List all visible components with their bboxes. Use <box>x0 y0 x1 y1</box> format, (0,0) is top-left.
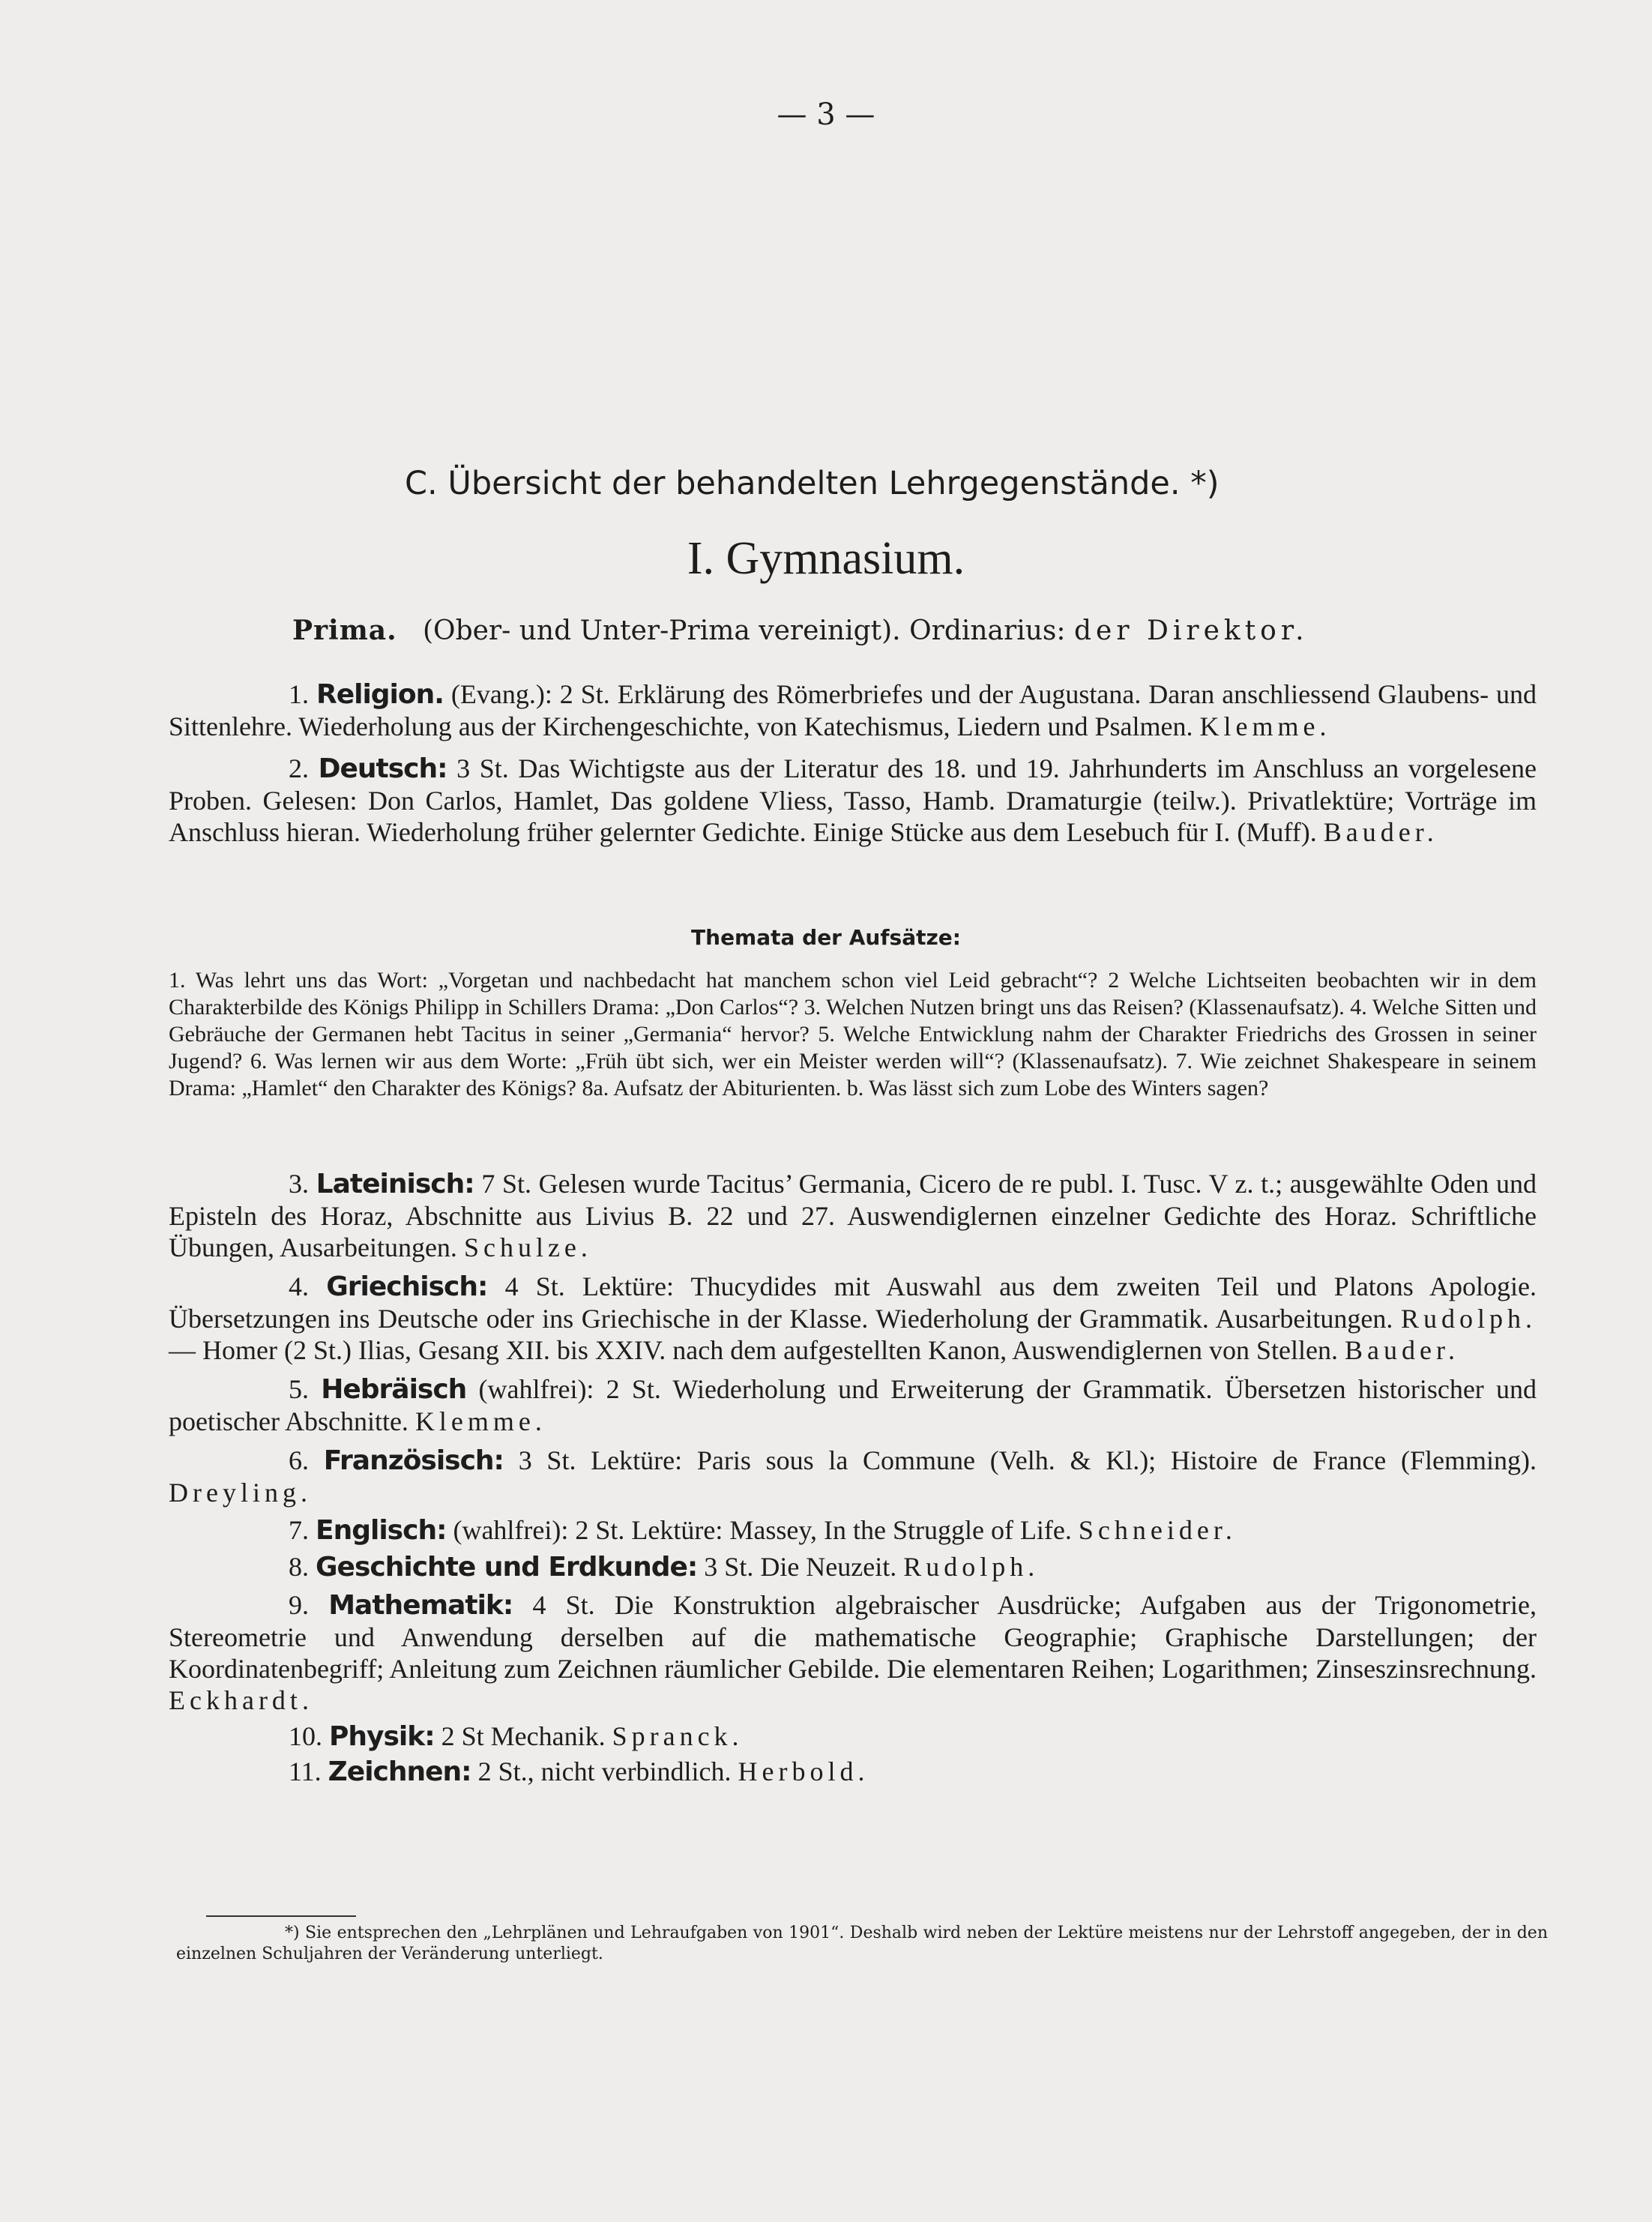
subject-number: 8. <box>289 1552 309 1582</box>
footnote-text: *) Sie entsprechen den „Lehrplänen und Lehraufgaben von 1901“. Deshalb wird neben der Lektüre meistens nur der Lehrstoff angegeben, der in den einzelnen Schuljahren der Veränderung unterliegt. <box>176 1924 1548 1963</box>
subject-teacher: Rudolph. <box>903 1552 1040 1582</box>
subject-text: 3 St. Das Wichtigste aus der Literatur des 18. und 19. Jahrhunderts im Anschluss an vorgelesene Proben. Gelesen: Don Carlos, Hamlet, Das goldene Vliess, Tasso, Hamb. Dramaturgie (teilw.). Privatlektüre; Vorträge im Anschluss hieran. Wiederholung früher gelernter Gedichte. Einige Stücke aus dem Lesebuch für I. (Muff). <box>169 753 1537 847</box>
subject-text: (wahlfrei): 2 St. Wiederholung und Erweiterung der Grammatik. Übersetzen historischer und poetischer Abschnitte. <box>169 1374 1537 1436</box>
subject-number: 7. <box>289 1515 309 1545</box>
subjects-block-1 <box>169 678 1537 848</box>
subject-franzoesisch <box>169 1445 1537 1508</box>
subject-number: 9. <box>289 1590 309 1620</box>
subject-number: 5. <box>289 1374 309 1404</box>
subject-geschichte <box>169 1551 1537 1583</box>
subject-teacher: Herbold. <box>738 1756 869 1786</box>
subject-deutsch <box>169 753 1537 848</box>
subject-title: Religion. <box>316 679 444 710</box>
ordinarius-name: der Direktor. <box>1074 615 1309 646</box>
subject-text: 3 St. Die Neuzeit. <box>704 1552 897 1582</box>
subject-title: Zeichnen: <box>328 1756 471 1787</box>
subject-mathematik <box>169 1589 1537 1716</box>
subject-text: 4 St. Die Konstruktion algebraischer Ausdrücke; Aufgaben aus der Trigonometrie, Stereometrie und Anwendung derselben auf die mathematische Geographie; Graphische Darstellungen; der Koordinatenbegriff; Anleitung zum Zeichnen räumlicher Gebilde. Die elementaren Reihen; Logarithmen; Zinseszinsrechnung. <box>169 1590 1537 1684</box>
subject-text: 2 St Mechanik. <box>441 1721 606 1751</box>
subject-text-continued: — Homer (2 St.) Ilias, Gesang XII. bis XXIV. nach dem aufgestellten Kanon, Auswendiglernen von Stellen. <box>169 1335 1339 1365</box>
subject-teacher: Schneider. <box>1078 1515 1237 1545</box>
class-note: (Ober- und Unter-Prima vereinigt). <box>423 615 901 646</box>
subject-number: 3. <box>289 1169 309 1199</box>
subject-latein <box>169 1168 1537 1263</box>
subject-teacher: Schulze. <box>463 1232 592 1262</box>
subject-teacher: Bauder. <box>1323 817 1438 847</box>
subject-physik <box>169 1720 1537 1753</box>
subject-title: Griechisch: <box>326 1271 488 1302</box>
subjects-block-2 <box>169 1168 1537 1788</box>
subject-title: Hebräisch <box>321 1374 467 1405</box>
page-number: — 3 — <box>777 97 875 132</box>
subject-number: 1. <box>289 679 309 709</box>
subject-number: 2. <box>289 753 309 783</box>
subject-teacher-2: Bauder. <box>1345 1335 1459 1365</box>
subject-text: 2 St., nicht verbindlich. <box>477 1756 732 1786</box>
subject-englisch <box>169 1514 1537 1547</box>
themata-list <box>169 967 1537 1102</box>
subject-text: (Evang.): 2 St. Erklärung des Römerbriefes und der Augustana. Daran anschliessend Glaubens- und Sittenlehre. Wiederholung aus der Kirchengeschichte, von Katechismus, Liedern und Psalmen. <box>169 679 1537 741</box>
subject-title: Französisch: <box>323 1445 504 1476</box>
subject-text: (wahlfrei): 2 St. Lektüre: Massey, In the Struggle of Life. <box>453 1515 1072 1545</box>
class-name: Prima. <box>292 615 397 646</box>
section-heading: C. Übersicht der behandelten Lehrgegenstände. *) <box>405 465 1220 502</box>
class-line <box>292 615 1309 646</box>
subject-text: 7 St. Gelesen wurde Tacitus’ Germania, Cicero de re publ. I. Tusc. V z. t.; ausgewählte Oden und Episteln des Horaz, Abschnitte aus Livius B. 22 und 27. Auswendiglernen einzelner Gedichte des Horaz. Schriftliche Übungen, Ausarbeitungen. <box>169 1169 1537 1262</box>
subject-number: 10. <box>289 1721 322 1751</box>
subject-griechisch <box>169 1271 1537 1366</box>
footnote <box>176 1923 1548 1965</box>
subject-teacher: Spranck. <box>612 1721 744 1751</box>
subject-text: 4 St. Lektüre: Thucydides mit Auswahl aus dem zweiten Teil und Platons Apologie. Übersetzungen ins Deutsche oder ins Griechische in der Klasse. Wiederholung der Grammatik. Ausarbeitungen. <box>169 1271 1537 1334</box>
school-heading: I. Gymnasium. <box>687 533 965 584</box>
subject-text: 3 St. Lektüre: Paris sous la Commune (Velh. & Kl.); Histoire de France (Flemming). <box>518 1445 1537 1475</box>
subject-title: Deutsch: <box>318 753 447 784</box>
subject-number: 11. <box>289 1756 322 1786</box>
subject-title: Lateinisch: <box>316 1169 474 1199</box>
footnote-rule <box>206 1915 356 1917</box>
subject-number: 6. <box>289 1445 309 1475</box>
ordinarius-label: Ordinarius: <box>909 615 1066 646</box>
subject-teacher: Klemme. <box>414 1406 546 1436</box>
subject-teacher: Dreyling. <box>169 1478 312 1508</box>
subject-zeichnen <box>169 1756 1537 1788</box>
subject-hebraeisch <box>169 1373 1537 1437</box>
themata-title: Themata der Aufsätze: <box>691 925 961 950</box>
subject-teacher: Eckhardt. <box>169 1685 313 1715</box>
subject-number: 4. <box>289 1271 309 1301</box>
subject-teacher: Klemme. <box>1199 711 1331 741</box>
subject-title: Physik: <box>329 1721 435 1752</box>
subject-teacher: Rudolph. <box>1401 1304 1537 1334</box>
subject-religion <box>169 678 1537 742</box>
subject-title: Geschichte und Erdkunde: <box>316 1552 698 1583</box>
subject-title: Mathematik: <box>328 1590 513 1621</box>
subject-title: Englisch: <box>316 1515 447 1546</box>
themata-text: 1. Was lehrt uns das Wort: „Vorgetan und nachbedacht hat manchem schon viel Leid gebracht“? 2 Welche Lichtseiten beobachten wir in dem Charakterbilde des Königs Philipp in Schillers Drama: „Don Carlos“? 3. Welchen Nutzen bringt uns das Reisen? (Klassenaufsatz). 4. Welche Sitten und Gebräuche der Germanen hebt Tacitus in seiner „Germania“ hervor? 5. Welche Entwicklung nahm der Charakter Friedrichs des Grossen in seiner Jugend? 6. Was lernen wir aus dem Worte: „Früh übt sich, wer ein Meister werden will“? (Klassenaufsatz). 7. Wie zeichnet Shakespeare in seinem Drama: „Hamlet“ den Charakter des Königs? 8a. Aufsatz der Abiturienten. b. Was lässt sich zum Lobe des Winters sagen? <box>169 968 1537 1101</box>
